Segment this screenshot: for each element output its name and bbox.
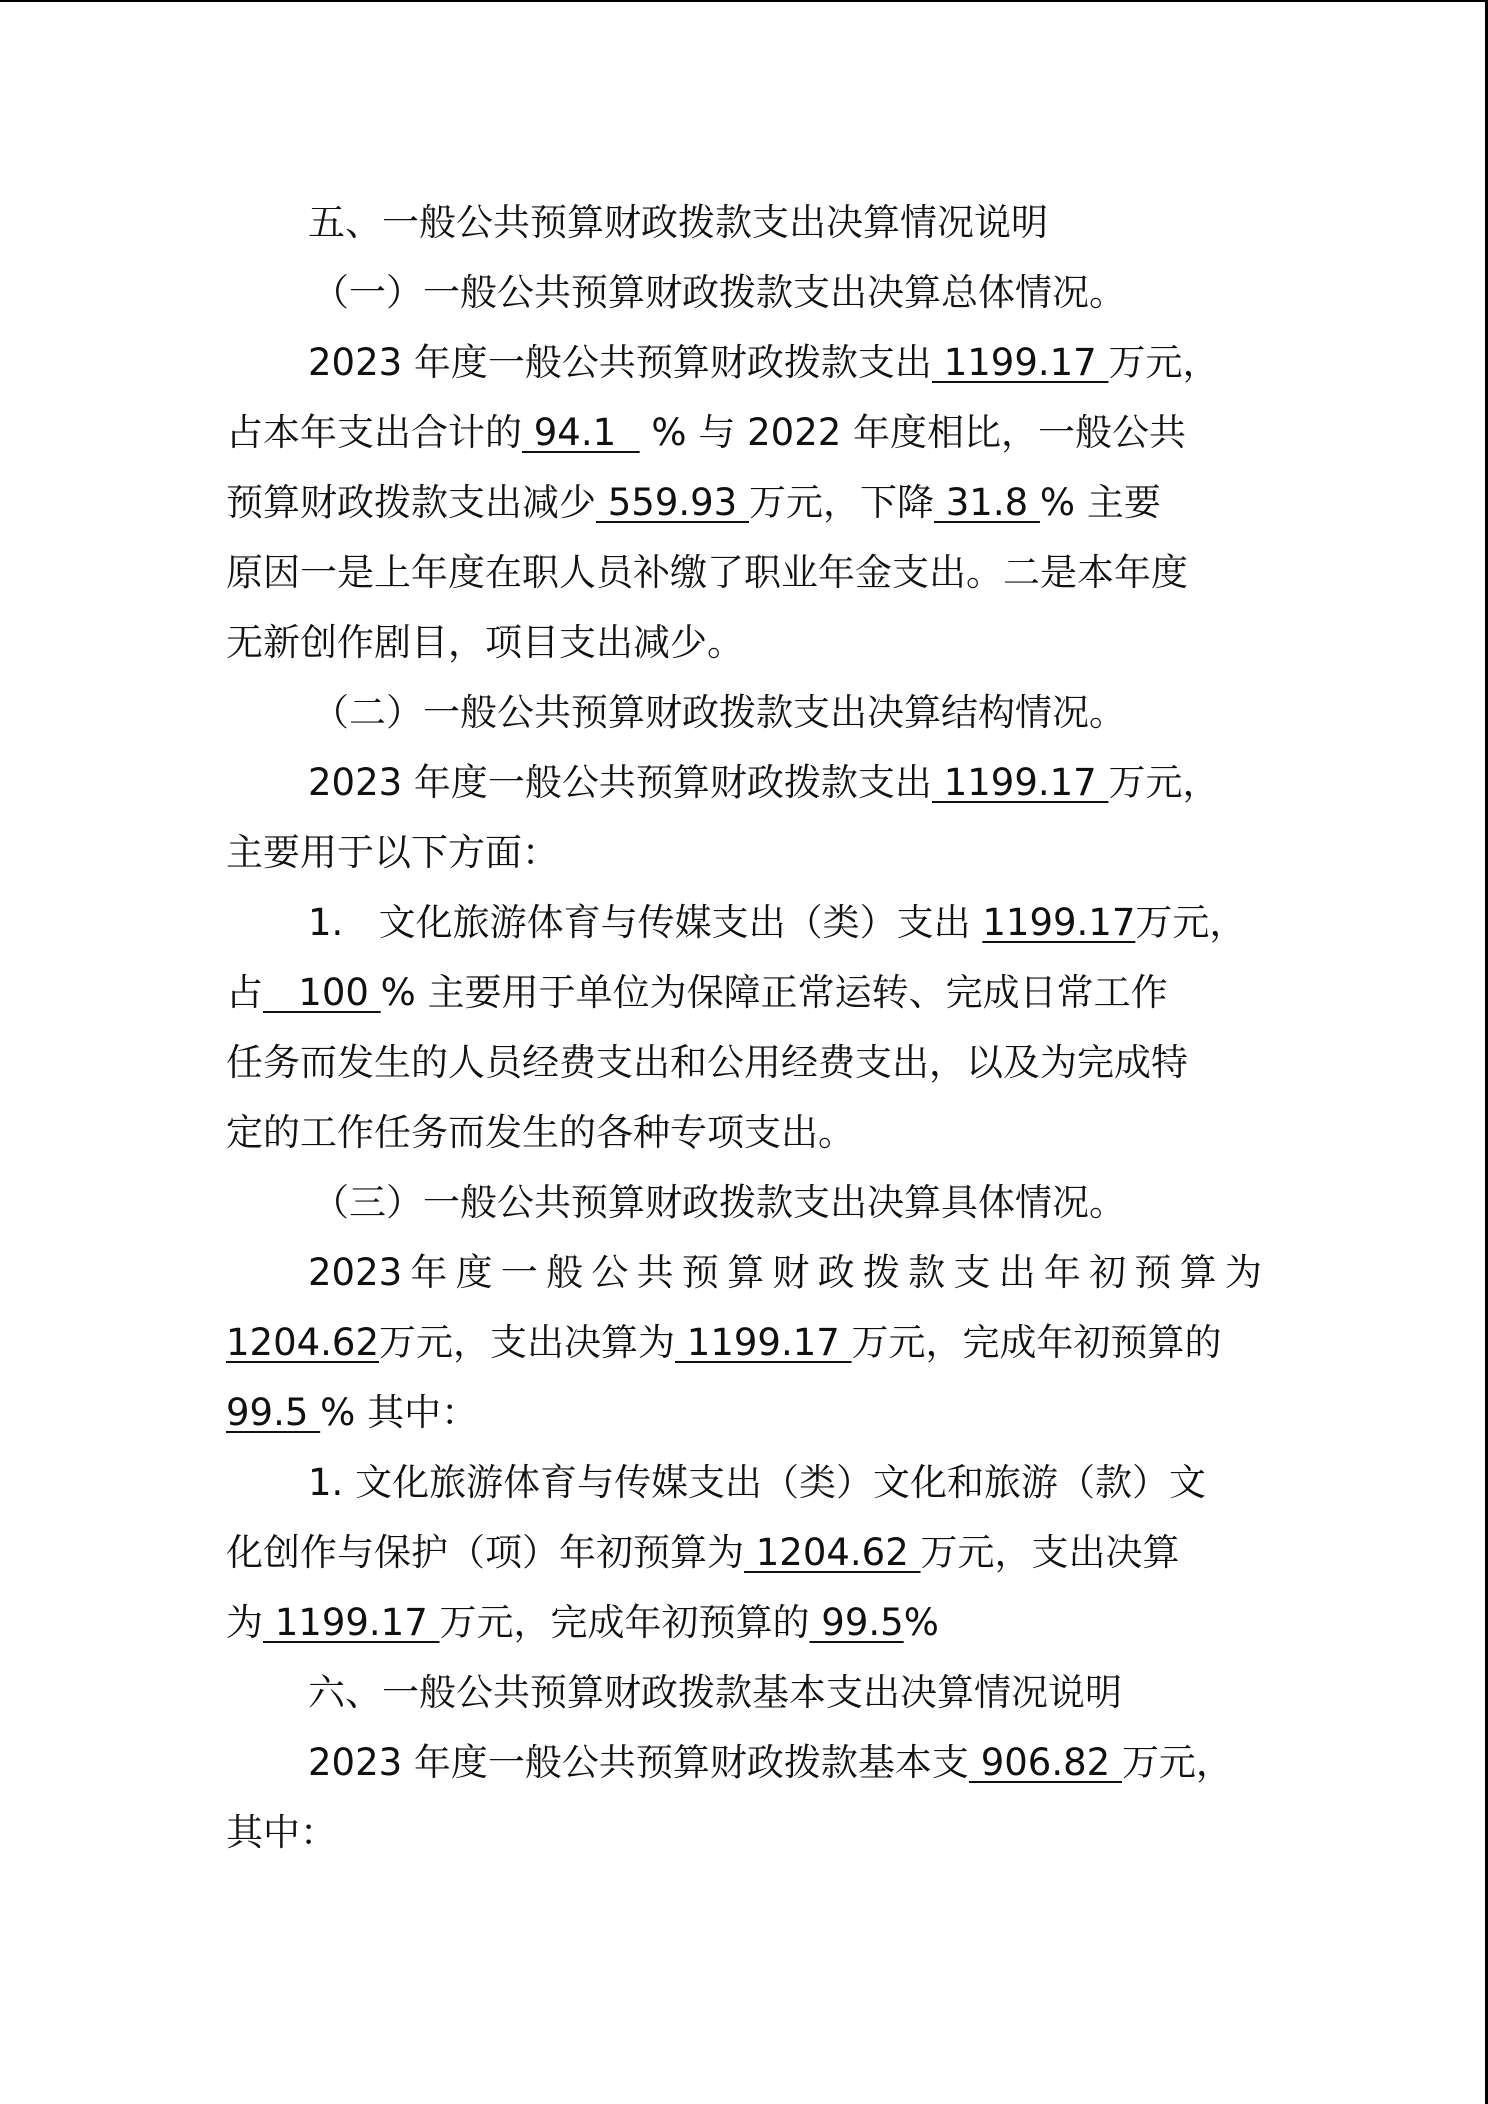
share-percent-value: 94.1 (522, 411, 640, 454)
total-expenditure-value: 1199.17 (931, 341, 1109, 384)
category-expenditure-value: 1199.17 (982, 901, 1136, 944)
document-page (226, 188, 1262, 1868)
paragraph-line: 原因一是上年度在职人员补缴了职业年金支出。二是本年度 (226, 551, 1188, 594)
paragraph-line: 1204.62 万元，支出决算为 1199.17 万元，完成年初预算的 (226, 1308, 1262, 1378)
section-five-heading: 五、一般公共预算财政拨款支出决算情况说明 (308, 201, 1048, 244)
page-top-border (0, 0, 1488, 2)
basic-expenditure-value: 906.82 (968, 1741, 1122, 1784)
completion-rate-value: 99.5 (226, 1391, 321, 1434)
paragraph-line: 占 100 % 主要用于单位为保障正常运转、完成日常工作 (226, 958, 1262, 1028)
subsection-two-heading: （二）一般公共预算财政拨款支出决算结构情况。 (312, 691, 1126, 734)
section-six-heading: 六、一般公共预算财政拨款基本支出决算情况说明 (308, 1671, 1122, 1714)
category-share-value: 100 (263, 971, 381, 1014)
list-item: 1. 文化旅游体育与传媒支出（类）支出 1199.17 万元， (226, 888, 1262, 958)
paragraph-line: 99.5 % 其中： (226, 1378, 1262, 1448)
initial-budget-value: 1204.62 (226, 1321, 380, 1364)
total-expenditure-value: 1199.17 (931, 761, 1109, 804)
item-completion-rate-value: 99.5 (809, 1601, 904, 1644)
item-initial-budget-value: 1204.62 (744, 1531, 921, 1574)
paragraph-line: 2023 年度一般公共预算财政拨款支出 1199.17 万元， (226, 328, 1262, 398)
final-expenditure-value: 1199.17 (675, 1321, 852, 1364)
decrease-percent-value: 31.8 (934, 481, 1040, 524)
paragraph-line: 占本年支出合计的 94.1 % 与 2022 年度相比，一般公共 (226, 398, 1262, 468)
paragraph-line: 为 1199.17 万元，完成年初预算的 99.5 % (226, 1588, 1262, 1658)
paragraph-line: 2023 年度一般公共预算财政拨款基本支 906.82 万元， (226, 1728, 1262, 1798)
paragraph-line: 预算财政拨款支出减少 559.93 万元，下降 31.8 % 主要 (226, 468, 1262, 538)
paragraph-line: 定的工作任务而发生的各种专项支出。 (226, 1111, 855, 1154)
paragraph-line: 其中： (226, 1811, 337, 1854)
paragraph-line: 任务而发生的人员经费支出和公用经费支出，以及为完成特 (226, 1041, 1188, 1084)
decrease-amount-value: 559.93 (596, 481, 749, 524)
justified-paragraph-line: 2023 年 度 一 般 公 共 预 算 财 政 拨 款 支 出 年 初 预 算 为 (308, 1251, 1262, 1294)
subsection-one-heading: （一）一般公共预算财政拨款支出决算总体情况。 (312, 271, 1126, 314)
paragraph-line: 无新创作剧目，项目支出减少。 (226, 621, 744, 664)
item-final-expenditure-value: 1199.17 (263, 1601, 440, 1644)
paragraph-line: 主要用于以下方面： (226, 831, 559, 874)
subsection-three-heading: （三）一般公共预算财政拨款支出决算具体情况。 (312, 1181, 1126, 1224)
paragraph-line: 化创作与保护（项）年初预算为 1204.62 万元，支出决算 (226, 1518, 1262, 1588)
paragraph-line: 2023 年度一般公共预算财政拨款支出 1199.17 万元， (226, 748, 1262, 818)
list-item: 1. 文化旅游体育与传媒支出（类）文化和旅游（款）文 (308, 1461, 1207, 1504)
